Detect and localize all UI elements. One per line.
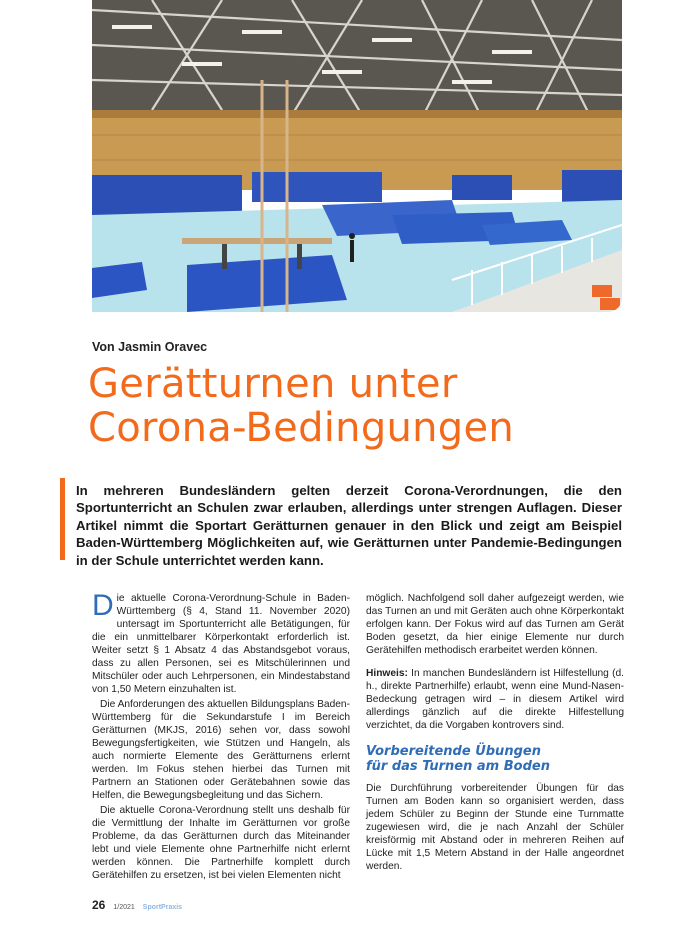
body-paragraph — [92, 589, 350, 696]
page-footer — [92, 898, 182, 912]
lead-accent-bar — [60, 478, 65, 560]
author-byline: Von Jasmin Oravec — [92, 340, 208, 354]
article-title-line-1: Gerätturnen unter — [88, 361, 458, 407]
header-photo — [92, 0, 622, 312]
body-paragraph: Die aktuelle Corona-Verordnung stellt uns deshalb für die Vermittlung der Inhalte im Gerätturnen vor große Probleme, da das Gerätturnen durch das Miteinander lebt und viele Elemente ohne Partnerhilfe nicht erlernt werden können. Die Partnerhilfe komplett durch Gerätehilfen zu ersetzen, ist bei vielen Elementen nicht — [92, 805, 350, 881]
body-column-right — [366, 592, 624, 875]
hint-text: In manchen Bundesländern ist Hilfestellung (d. h., direkte Partnerhilfe) erlaubt, wenn eine Mund-Nasen-Bedeckung getragen wird – in diesem Artikel wird allerdings gänzlich auf die direkte Hilfestellung verzichtet, da die Vorgaben kontrovers sind. — [366, 668, 624, 731]
hint-label: Hinweis: — [366, 668, 408, 679]
magazine-name: SportPraxis — [142, 904, 183, 911]
body-paragraph: möglich. Nachfolgend soll daher aufgezeigt werden, wie das Turnen an und mit Geräten auch ohne Körperkontakt erfolgen kann. Der Fokus wird auf das Turnen am Gerät Boden gesetzt, da hier einige Elemente nur durch Gerätehilfen methodisch erarbeitet werden können. — [366, 593, 624, 656]
article-title-line-2: Corona-Bedingungen — [88, 405, 515, 451]
section-heading-line-2: für das Turnen am Boden — [366, 759, 550, 774]
dropcap: D — [92, 589, 114, 622]
body-column-left — [92, 589, 350, 884]
article-lead: In mehreren Bundesländern gelten derzeit Corona-Verordnungen, die den Sportunterricht an Schulen zwar erlauben, allerdings unter strengen Auflagen. Dieser Artikel nimmt die Sportart Gerätturnen genauer in den Blick und zeigt am Beispiel Baden-Württemberg Möglichkeiten auf, wie Gerätturnen unter Pandemie-Bedingungen in der Schule unterrichtet werden kann. — [76, 483, 622, 568]
page-number: 26 — [92, 898, 106, 912]
gym-hall-image — [92, 0, 622, 312]
section-heading-line-1: Vorbereitende Übungen — [366, 744, 541, 759]
issue-label: 1/2021 — [113, 904, 135, 911]
section-heading — [366, 744, 624, 774]
article-title — [88, 362, 648, 450]
body-paragraph: Die Durchführung vorbereitender Übungen für das Turnen am Boden kann so organisiert werden, dass jedem Schüler zu Beginn der Stunde eine Turnmatte zugewiesen wird, die je nach Anzahl der Schüler kreisförmig mit Abstand oder in mehreren Reihen auf Lücke mit 1,5 Metern Abstand in der Halle angeordnet werden. — [366, 783, 624, 872]
body-paragraph: Die Anforderungen des aktuellen Bildungsplans Baden-Württemberg für die Sekundarstufe I im Bereich Gerätturnen (MKJS, 2016) sehen vor, dass sowohl Bewegungsfertigkeiten, wie Stützen und Hangeln, als auch normierte Elemente des Gerätturnens erlernt werden. Im Fokus stehen hierbei das Turnen mit Partnern an Stationen oder Gerätebahnen sowie das Helfen, die Bewegungsbegleitung und das Sichern. — [92, 699, 350, 801]
hint-paragraph — [366, 667, 624, 732]
paragraph-text: ie aktuelle Corona-Verordnung-Schule in Baden-Württemberg (§ 4, Stand 11. November 2020) untersagt im Sportunterricht alle Betätigungen, für die ein unmittelbarer Körperkontakt erforderlich ist. Weiter setzt § 1 Absatz 4 das Abstandsgebot voraus, dass zu allen Personen, sei es Mitschülerinnen und Mitschüler oder auch Lehrpersonen, ein Mindestabstand von 1,50 Metern einzuhalten ist. — [92, 593, 350, 695]
